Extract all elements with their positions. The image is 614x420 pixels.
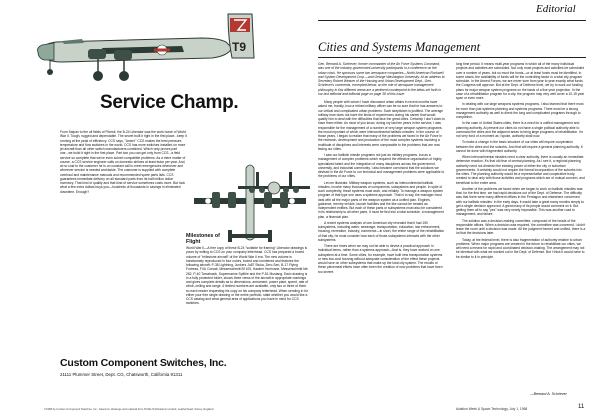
footer-credit: ©1968 by Custom Component Switches, Inc., based on drawings and material from Profile Publications Limited, Leatherhead, Surrey, England.	[44, 408, 215, 411]
tail-code: T9	[232, 40, 247, 54]
title-rule	[318, 57, 586, 58]
paragraph: When intercontinental missiles need a clear authority, there is usually an immediate defensive reaction. It's that old fear of central planning. As I see it, a regional planning authority need not diminish the existing power of either the city or suburban governments. It certainly would not require the formal incorporation of the suburbs into the cities. The planning authority would be a representative and cooperative body, created to deal only with those activities and programs which are of mutual concern, and beneficial to the entire area.	[456, 155, 585, 185]
ad-body-left	[60, 130, 187, 353]
ad-headline: Service Champ.	[100, 92, 239, 113]
journal-footer: Aviation Week & Space Technology, July 1, 1968	[456, 407, 528, 411]
editorial-column-right	[456, 62, 586, 390]
ad-body-right	[186, 246, 310, 350]
b24-front-view-illustration	[236, 168, 312, 208]
paragraph: I saw our ballistic missile programs not just as military programs, but as a management of complex problems which required the effective organization of highly specialized talent and the integration of many disciplines across the government, university, and industrial community. I also became convinced that the solutions we devised in the Air Force to our technical and management problems were applicable to the problems of our cities.	[318, 153, 445, 179]
paragraph: The solution was a decision-making committee, composed of the heads of the responsible offices. When a decision was required, the committee was convened. I didn't leave the room until a decision was made. All the judgment formed and unified, there is a lot that the decisions later.	[456, 218, 586, 236]
ad-body-text: From Saipan to the oil fields of Ploesti, the B-24 Liberator was the work horse of World War II. Tough, rugged and dependable. The secret built it right in the first place...keep it running at the peak of efficiency. CCS says, "Amen!" CCS makes the best pressure, temperature and flow switches in the world. CCS has more switches installed on more jet aircraft than all other switch manufacturers combined. Which only proves part one...we build it right in the first place. Part two you can get only from CCS...a field service so complete that we've even solved compatible problems. As a mere matter of course, a CCS service engineer calls on domestic airlines at least twice per year. And, at no cost to the customer he is on constant call to meet emergencies whenever and wherever service is needed worldwide. The customer is supplied with complete overhaul and maintenance manuals and recommended spare parts lists. CCS guarantees immediate delivery on all standard parts from its half million dollar inventory. That kind of quality and that kind of service sometimes costs more. But look what a few extra dollars buys you—hundreds of thousands in savings in eliminated downtime. Enough?	[60, 130, 187, 194]
editorial-label: Editorial	[536, 3, 576, 15]
paragraph: Many people with whom I have discussed urban affairs in recent months have asked me, frankly, how a retired military officer can be so sure that he has answers to our critical and complicated urban problems. Such skepticism is justified. The average military man does not have the kinds of experiences during his career that would qualify him to deal with the difficulties that face the great cities. Certainly I don't claim to have them either. As most of you know, during my last ten years in the service, I was responsible for the management of a number of very large weapon system programs, the most important of which were intercontinental ballistic missiles. In the course of those years, I began to realize that many of the problems we faced in the Air Force in the research, development and production of the most complex systems involving a multitude of disciplines and interests were comparable to the problems that are now facing our cities.	[318, 100, 445, 151]
paragraph: Today, at the federal level, there is also fragmentation of authority relative to urban problems. When major programs are created in the future to rehabilitate our cities, we will need a means for rapid and coordinated decision-making. The arrangement may not be identical with what we worked out in the Dept. of Defense. But I think it would have to be similar to it in principle.	[456, 237, 585, 259]
company-address: 21111 Plummer Street, Dept. CG, Chatsworth, California 91311	[60, 372, 183, 377]
ad-body-right-text: World War II—A free copy of these B-24 "suitable for framing" Liberator drawings is yours by writing to CCS on your company letterhead. CCS has prepared a boxed volume of "milestone aircraft" of the World War II era. The new volume is handsomely reproduced in four colors, boxed and numbered and features the following aircraft: P-38 Lightning, Junkers Ju87 Stuka, Zero-Sen, B-17 Flying Fortress, F4U Corsair, Messerschmitt Bf 109, Hawker Hurricane, Messerschmitt Me 262, P-40 Tomahawk, Supermarine Spitfire and the P-51 Mustang. Each drawing is in a fully protected folder, shows three views of the aircraft in appropriate markings and gives complete details as to dimensions, armament, power plant, speed, rate of climb, ceiling and range. 6 limited numbers are available, only two or three of them so each reader requesting his copy on his company letterhead. When sending in for either your free single drawing or the entire portfolio, state whether you would like a CCS catalog and what general area of applications you have in mind for CCS switches.	[186, 246, 309, 306]
paragraph: There are times when we may not be able to devise a practical approach in individual terms, rather than a systems approach—that is, they have worked on one subsystem at a time. Some cities, for example, have built new transportation systems or new low-cost housing without adequate consideration of the effect these projects would have on other subsystems that make up the total city system. The results of these piecemeal efforts have often been the creation of new problems that have been too severe.	[318, 244, 443, 274]
paragraph: In dealing with our large weapons systems programs, I also learned that there must be more than just systems planning and systems programs. There must be a strong management authority as well to direct the long and complicated programs through to completion.	[456, 102, 584, 119]
paragraph: To make a change in the basic structure of our cities will require cooperation between the cities and the suburbs. And that will require a general planning authority. It cannot be done with fragmented authority.	[456, 140, 583, 153]
page-number: 11	[578, 404, 585, 410]
paragraph: In the case of United States cities, there is a need for a unified management and planning authority. At present our cities do not have a single political authority able to command the cities and the adjacent areas to bring large programs of rehabilitation. I'm not very fond of a moment as I spoke, authority shall now.	[456, 121, 584, 138]
paragraph: Another of the problems we faced when we began to work on ballistic missiles was that, for the first time, we had rapid decisions out of the Dept. of Defense. The difficulty was that there were many different offices in the Pentagon and elsewhere concerned with our ballistic missiles. In the early days, it would take a great many months simply to get a single decision approved. A great many of its people would comment on it. But getting them all to say "yes" was very nearly impossible. This was another road to management, and failure.	[456, 186, 584, 217]
company-name: Custom Component Switches, Inc.	[60, 357, 227, 369]
milestones-title: Milestones of Flight	[186, 233, 220, 245]
editorial-intro: Gen. Bernard A. Schriever, former commander of the Air Force Systems Command, was one of the industry-government-university participants in a conference on the urban crisis. He sponsors some two aerospace companies—North American Rockwell and System Development Corp.—and George Washington University. At an address to Secretary Robert Weaver of the Housing and Urban Development Dept., Gen. Schriever's comments, excerpted below, on the role of aerospace management philosophy in this different arena are a pertinent counterpoint to the ideas set forth in our last editorial and editorial page on page 38 of this issue.	[318, 62, 445, 96]
paragraph: long time period. It means multi-year programs in which all of the many individual projects and activities are scheduled. Not only must projects and activities be scheduled over a number of years, but so must the funds—or at least funds must be identified. In some cases, the availability of funds will be the controlling factor in a total city-program schedule. In the Armed Forces, we are never sure from year to year exactly what funds the Congress will approve. But at the Dept. of Defense level, we try to work out funding plans for major weapon system programs on the basis of a five year projection. In the case of a rehabilitation program for a city, the program may very well cover a 10-15 year span or even more.	[456, 62, 585, 100]
paragraph: Let me illustrate. Military weapon systems, such as intercontinental ballistic missiles, involve many thousands of components, subsystems and people. In spite of such complexity, these systems must work, and reliably. To manage a weapon system program of that type one uses a systems approach. That is to say, the manager must deal with all the major parts of the weapon system as a unified plan. Engines, guidance, reentry vehicle, launch facilities and the like cannot be treated as independent entities. But each of these parts or subsystems must also be considered in its relationship to all other parts. It must be tied into a total schedule, a management plan, a financial plan.	[318, 180, 444, 219]
editorial-top-rule	[318, 20, 586, 21]
editorial-column-left	[318, 62, 445, 394]
article-title: Cities and Systems Management	[318, 40, 481, 54]
paragraph: A recent systems analysis of one American city revealed that it had 150 subsystems, including water, sewerage, transportation, education, law enforcement, housing, recreation, industry, commerce—in short, the entire range of the rehabilitation of that city, he must consider how each of those subsystems interacts with the other subsystems.	[318, 220, 445, 242]
editorial-signature: —Bernard A. Schriever	[530, 392, 567, 396]
